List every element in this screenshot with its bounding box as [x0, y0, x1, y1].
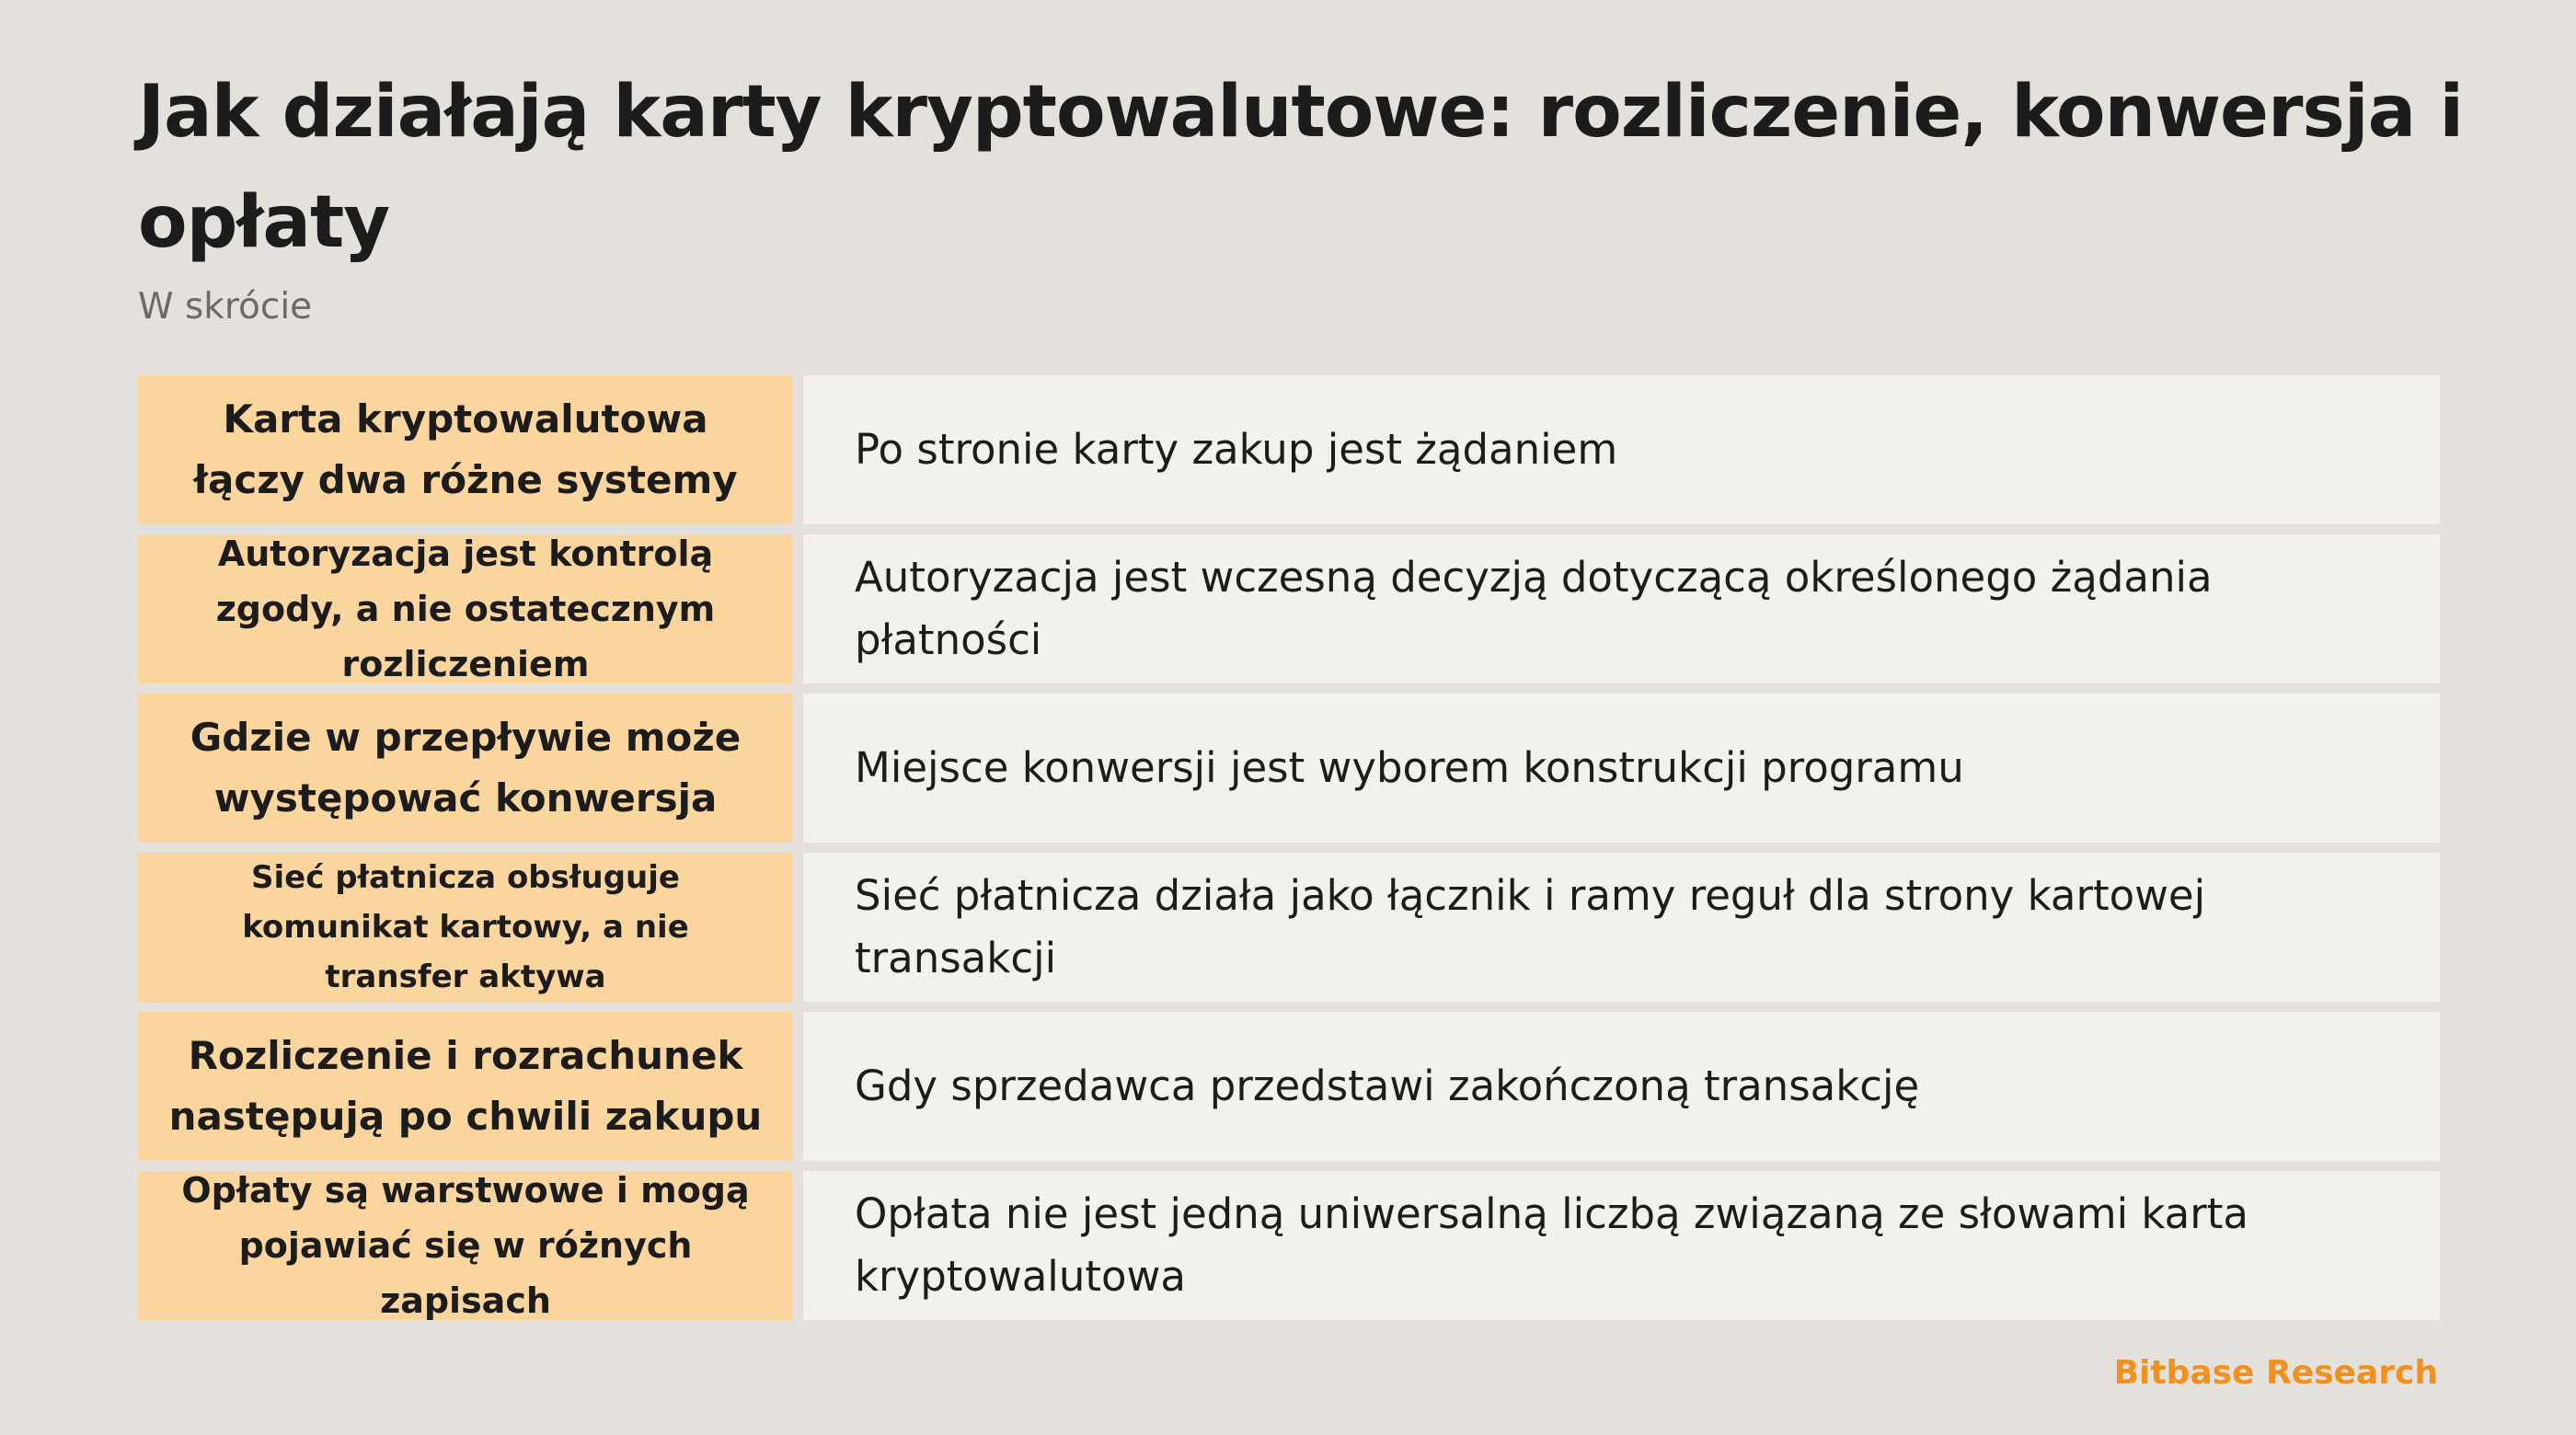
row-label: Autoryzacja jest kontrolą zgody, a nie ostatecznym rozliczeniem — [138, 534, 793, 683]
row-value: Sieć płatnicza działa jako łącznik i ramy reguł dla strony kartowej transakcji — [803, 853, 2440, 1002]
row-value: Po stronie karty zakup jest żądaniem — [803, 375, 2440, 524]
row-label: Opłaty są warstwowe i mogą pojawiać się w różnych zapisach — [138, 1171, 793, 1320]
summary-table — [138, 375, 2440, 1330]
table-row — [138, 534, 2440, 683]
brand-logo-text: Bitbase Research — [2113, 1354, 2438, 1392]
row-label: Sieć płatnicza obsługuje komunikat kartowy, a nie transfer aktywa — [138, 853, 793, 1002]
table-row — [138, 375, 2440, 524]
row-value: Miejsce konwersji jest wyborem konstrukcji programu — [803, 694, 2440, 843]
table-row — [138, 853, 2440, 1002]
page-subtitle: W skrócie — [138, 286, 313, 327]
row-label: Gdzie w przepływie może występować konwersja — [138, 694, 793, 843]
page-title: Jak działają karty kryptowalutowe: rozliczenie, konwersja i opłaty — [138, 71, 2464, 264]
row-label: Karta kryptowalutowa łączy dwa różne systemy — [138, 375, 793, 524]
row-value: Opłata nie jest jedną uniwersalną liczbą związaną ze słowami karta kryptowalutowa — [803, 1171, 2440, 1320]
table-row — [138, 694, 2440, 843]
table-row — [138, 1171, 2440, 1320]
row-label: Rozliczenie i rozrachunek następują po chwili zakupu — [138, 1012, 793, 1161]
table-row — [138, 1012, 2440, 1161]
row-value: Autoryzacja jest wczesną decyzją dotyczącą określonego żądania płatności — [803, 534, 2440, 683]
row-value: Gdy sprzedawca przedstawi zakończoną transakcję — [803, 1012, 2440, 1161]
